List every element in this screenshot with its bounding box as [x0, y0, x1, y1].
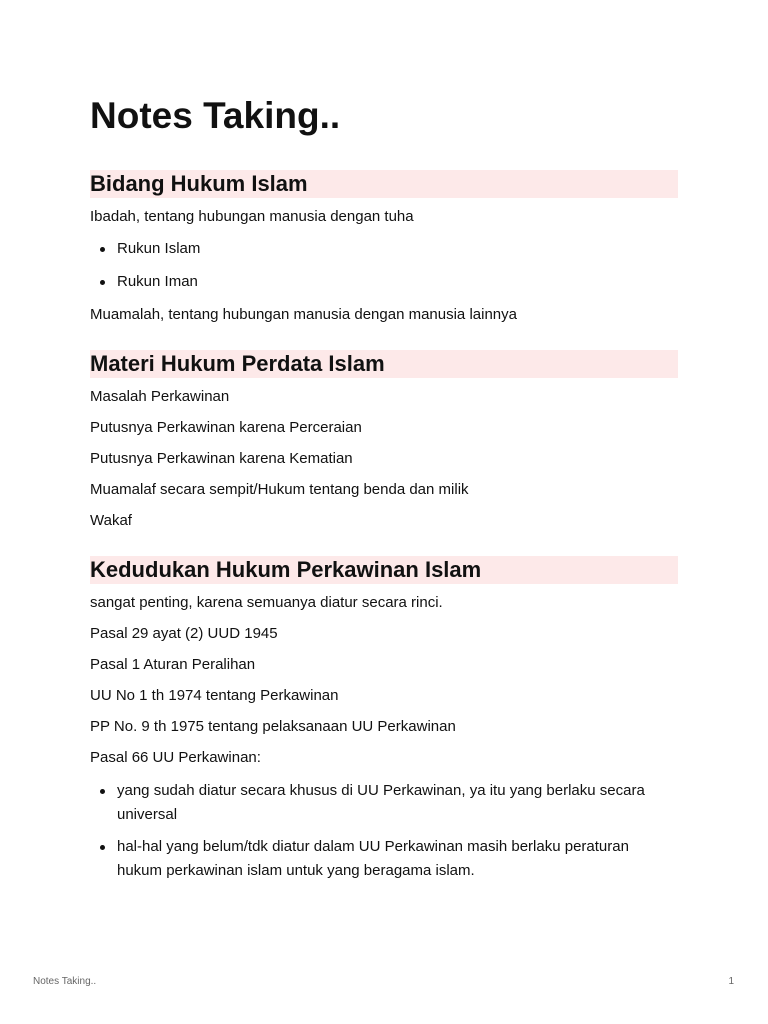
paragraph: PP No. 9 th 1975 tentang pelaksanaan UU Perkawinan [90, 718, 456, 735]
paragraph: Pasal 1 Aturan Peralihan [90, 656, 256, 673]
list-item [90, 270, 678, 294]
bullet-icon [100, 247, 105, 252]
page-title: Notes Taking.. [90, 95, 341, 136]
section-heading-materi-hukum-perdata-islam: Materi Hukum Perdata Islam [90, 350, 678, 378]
list-item [90, 835, 678, 883]
list-item-text: hal-hal yang belum/tdk diatur dalam UU Perkawinan masih berlaku peraturan hukum perkawinan islam untuk yang beragama islam. [117, 838, 629, 879]
paragraph: Ibadah, tentang hubungan manusia dengan tuha [90, 208, 414, 225]
paragraph: Pasal 29 ayat (2) UUD 1945 [90, 625, 278, 642]
paragraph: sangat penting, karena semuanya diatur secara rinci. [90, 594, 443, 611]
list-item [90, 779, 678, 827]
paragraph: UU No 1 th 1974 tentang Perkawinan [90, 687, 339, 704]
paragraph: Muamalaf secara sempit/Hukum tentang benda dan milik [90, 481, 469, 498]
paragraph: Pasal 66 UU Perkawinan: [90, 749, 261, 766]
list-item-text: yang sudah diatur secara khusus di UU Perkawinan, ya itu yang berlaku secara universal [117, 782, 645, 823]
paragraph: Putusnya Perkawinan karena Perceraian [90, 419, 362, 436]
paragraph: Putusnya Perkawinan karena Kematian [90, 450, 353, 467]
page-number: 1 [728, 976, 734, 987]
paragraph: Muamalah, tentang hubungan manusia dengan manusia lainnya [90, 306, 517, 323]
list-item-text: Rukun Iman [117, 273, 198, 290]
section-heading-bidang-hukum-islam: Bidang Hukum Islam [90, 170, 678, 198]
section-heading-kedudukan-hukum-perkawinan-islam: Kedudukan Hukum Perkawinan Islam [90, 556, 678, 584]
paragraph: Masalah Perkawinan [90, 388, 230, 405]
bullet-icon [100, 789, 105, 794]
bullet-icon [100, 280, 105, 285]
list-item-text: Rukun Islam [117, 240, 201, 257]
footer-title: Notes Taking.. [33, 976, 97, 987]
bullet-icon [100, 845, 105, 850]
paragraph: Wakaf [90, 512, 132, 529]
list-item [90, 237, 678, 261]
